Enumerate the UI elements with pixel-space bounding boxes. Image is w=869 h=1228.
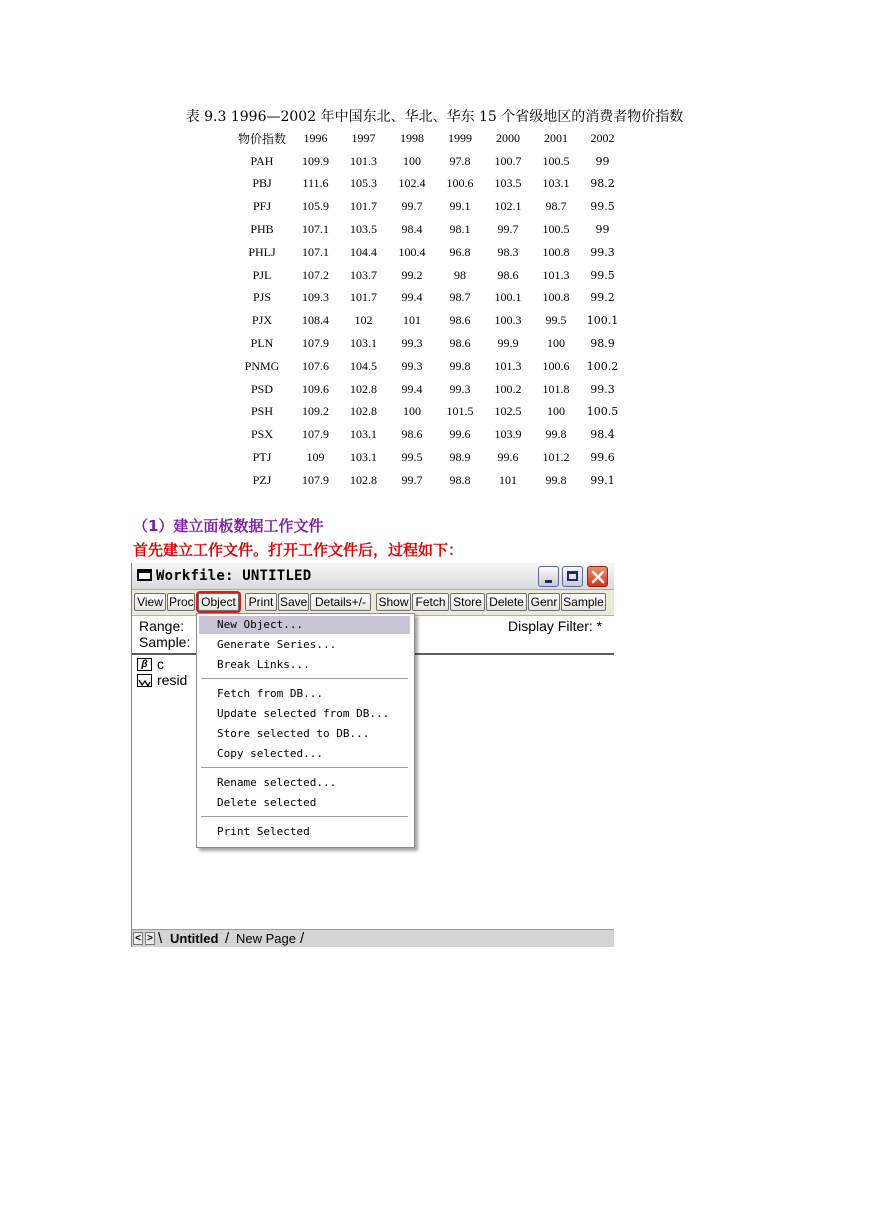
table-row — [232, 264, 625, 287]
header-cell: 2001 — [544, 130, 568, 145]
table-cell: 104.5 — [350, 358, 377, 373]
table-row — [232, 332, 625, 355]
table-cell: 98 — [454, 267, 466, 282]
menu-item-print-selected[interactable]: Print Selected — [217, 825, 310, 838]
table-cell: 99.4 — [401, 381, 423, 396]
table-cell: 102.5 — [494, 404, 522, 419]
table-cell: 107.9 — [302, 336, 329, 351]
table-row — [232, 150, 625, 173]
table-cell: 101 — [403, 313, 421, 328]
table-cell: 99.3 — [590, 245, 615, 259]
title-bar[interactable] — [132, 563, 614, 590]
table-cell: 100.7 — [494, 153, 522, 168]
window-icon — [137, 569, 152, 581]
table-cell: 99.7 — [401, 472, 423, 487]
table-cell: 100.5 — [542, 153, 570, 168]
header-cell: 2000 — [496, 130, 520, 145]
table-cell: 99.6 — [590, 451, 615, 465]
table-row — [232, 218, 625, 241]
table-cell: 98.9 — [449, 450, 471, 465]
table-caption: 表 9.3 1996—2002 年中国东北、华北、华东 15 个省级地区的消费者物价指数 — [185, 109, 684, 125]
window-title: Workfile: UNTITLED — [156, 568, 312, 584]
table-cell: 107.2 — [302, 267, 329, 282]
table-row — [232, 287, 625, 310]
table-cell: 101 — [499, 472, 517, 487]
table-cell: 98.8 — [449, 472, 471, 487]
table-cell: 98.9 — [590, 337, 615, 351]
table-row — [232, 309, 625, 332]
view-button[interactable]: View — [134, 593, 166, 611]
tab-divider: \ — [158, 930, 163, 947]
menu-item-delete-selected[interactable]: Delete selected — [217, 796, 317, 809]
tab-divider: / — [300, 930, 305, 947]
header-cell: 1997 — [351, 130, 376, 145]
object-menu — [196, 613, 415, 848]
show-button[interactable]: Show — [376, 593, 411, 611]
row-label-cell: PBJ — [252, 176, 272, 191]
range-label[interactable]: Range: — [139, 618, 185, 634]
table-cell: 101.3 — [350, 153, 377, 168]
fetch-button[interactable]: Fetch — [412, 593, 449, 611]
row-label-cell: PHLJ — [248, 244, 276, 259]
table-cell: 103.1 — [350, 427, 377, 442]
table-cell: 102.4 — [398, 176, 426, 191]
table-cell: 99.5 — [545, 313, 567, 328]
table-cell: 103.1 — [350, 336, 377, 351]
table-cell: 99.9 — [497, 336, 519, 351]
table-cell: 98.2 — [590, 177, 615, 191]
table-cell: 103.1 — [542, 176, 570, 191]
table-row — [232, 446, 625, 469]
table-cell: 103.1 — [350, 450, 377, 465]
table-cell: 96.8 — [449, 244, 471, 259]
table-cell: 101.8 — [542, 381, 570, 396]
table-row — [232, 469, 625, 492]
table-cell: 99.3 — [590, 382, 615, 396]
display-filter[interactable]: Display Filter: * — [508, 618, 603, 634]
table-cell: 99.8 — [449, 358, 471, 373]
row-label-cell: PNMG — [244, 358, 280, 373]
table-cell: 100.4 — [398, 244, 426, 259]
table-cell: 103.7 — [350, 267, 377, 282]
menu-separator — [201, 816, 408, 818]
row-label-cell: PZJ — [252, 472, 272, 487]
table-cell: 107.1 — [302, 222, 329, 237]
tab-next-button[interactable]: > — [145, 932, 155, 945]
menu-item-fetch-from-db[interactable]: Fetch from DB... — [217, 687, 323, 700]
header-cell: 2002 — [590, 130, 615, 145]
genr-button[interactable]: Genr — [528, 593, 560, 611]
object-name: c — [157, 656, 164, 672]
table-cell: 102.8 — [350, 472, 377, 487]
table-cell: 98.4 — [590, 428, 615, 442]
table-cell: 98.7 — [449, 290, 471, 305]
table-cell: 109.9 — [302, 153, 329, 168]
table-cell: 104.4 — [350, 244, 377, 259]
table-row — [232, 355, 625, 378]
table-cell: 102.1 — [494, 199, 522, 214]
menu-item-update-from-db[interactable]: Update selected from DB... — [217, 707, 390, 720]
table-cell: 99.3 — [449, 381, 471, 396]
table-cell: 99.1 — [590, 473, 615, 487]
tab-untitled[interactable]: Untitled — [170, 931, 219, 946]
table-cell: 103.9 — [494, 427, 522, 442]
coefficient-icon: β — [137, 658, 152, 671]
table-row — [232, 195, 625, 218]
table-cell: 101.5 — [446, 404, 474, 419]
table-cell: 100.2 — [494, 381, 522, 396]
table-cell: 99.7 — [401, 199, 423, 214]
store-button[interactable]: Store — [450, 593, 485, 611]
menu-item-rename-selected[interactable]: Rename selected... — [217, 776, 337, 789]
table-cell: 109.2 — [302, 404, 329, 419]
table-cell: 99.8 — [545, 427, 567, 442]
row-label-cell: PFJ — [252, 199, 272, 214]
menu-separator — [201, 678, 408, 680]
table-cell: 97.8 — [449, 153, 471, 168]
table-cell: 99.7 — [497, 222, 519, 237]
table-cell: 99 — [595, 223, 610, 237]
table-row — [232, 401, 625, 424]
instruction-text: 首先建立工作文件。打开工作文件后，过程如下： — [133, 541, 464, 559]
table-cell: 99.5 — [590, 268, 615, 282]
table-cell: 100.5 — [542, 222, 570, 237]
table-row — [232, 423, 625, 446]
delete-button[interactable]: Delete — [486, 593, 527, 611]
menu-item-break-links[interactable]: Break Links... — [217, 658, 310, 671]
table-cell: 100.2 — [586, 359, 619, 373]
row-label-cell: PTJ — [252, 450, 272, 465]
table-cell: 98.6 — [401, 427, 423, 442]
save-button[interactable]: Save — [280, 595, 308, 609]
header-cell: 1999 — [448, 130, 472, 145]
table-cell: 101.3 — [542, 267, 570, 282]
table-cell: 100.8 — [542, 290, 570, 305]
close-button[interactable] — [587, 566, 608, 587]
table-cell: 98.6 — [449, 336, 471, 351]
table-cell: 100.8 — [542, 244, 570, 259]
table-cell: 103.5 — [494, 176, 522, 191]
close-icon — [591, 570, 605, 584]
table-cell: 99.2 — [590, 291, 615, 305]
table-row — [232, 378, 625, 401]
table-cell: 105.3 — [350, 176, 377, 191]
table-cell: 109.3 — [302, 290, 329, 305]
row-label-cell: PSX — [250, 427, 273, 442]
row-label-cell: PJX — [251, 313, 272, 328]
table-cell: 98.4 — [401, 222, 423, 237]
proc-button[interactable]: Proc — [169, 595, 194, 609]
tab-prev-button[interactable]: < — [133, 932, 143, 945]
table-cell: 109 — [306, 450, 325, 465]
table-cell: 102.8 — [350, 381, 377, 396]
table-cell: 98.3 — [497, 244, 519, 259]
row-label-cell: PSD — [250, 381, 273, 396]
sample-button[interactable]: Sample — [561, 593, 606, 611]
table-cell: 103.5 — [350, 222, 377, 237]
table-cell: 99.4 — [401, 290, 423, 305]
table-cell: 102 — [354, 313, 373, 328]
details-button[interactable]: Details+/- — [310, 593, 371, 611]
table-cell: 98.6 — [497, 267, 519, 282]
row-label-cell: PAH — [250, 153, 274, 168]
maximize-button[interactable] — [562, 566, 583, 587]
row-label-cell: PSH — [250, 404, 273, 419]
table-cell: 100.1 — [586, 314, 619, 328]
table-cell: 107.9 — [302, 472, 329, 487]
table-cell: 100.6 — [446, 176, 474, 191]
table-cell: 99.6 — [449, 427, 471, 442]
table-cell: 107.1 — [302, 244, 329, 259]
tab-divider: / — [225, 930, 230, 947]
table-cell: 100 — [547, 336, 565, 351]
tab-new-page[interactable]: New Page — [236, 931, 296, 946]
table-cell: 99.6 — [497, 450, 519, 465]
table-header-row — [232, 127, 625, 150]
table-cell: 98.7 — [545, 199, 567, 214]
header-cell: 物价指数 — [237, 131, 286, 146]
table-cell: 99.3 — [401, 336, 423, 351]
menu-item-new-object[interactable]: New Object... — [199, 616, 410, 634]
page-tabs — [132, 929, 614, 947]
table-cell: 98.6 — [449, 313, 471, 328]
row-label-cell: PHB — [250, 222, 274, 237]
print-button[interactable]: Print — [245, 593, 277, 611]
table-cell: 109.6 — [302, 381, 329, 396]
table-cell: 99.2 — [401, 267, 423, 282]
menu-separator — [201, 767, 408, 769]
table-cell: 100.1 — [494, 290, 522, 305]
table-cell: 101.2 — [542, 450, 570, 465]
cpi-table — [232, 127, 625, 492]
table-cell: 105.9 — [302, 199, 329, 214]
object-name: resid — [157, 672, 188, 688]
header-cell: 1996 — [303, 130, 328, 145]
table-cell: 101.7 — [350, 290, 377, 305]
menu-item-generate-series[interactable]: Generate Series... — [217, 638, 337, 651]
table-row — [232, 173, 625, 196]
table-cell: 101.3 — [494, 358, 522, 373]
table-cell: 111.6 — [302, 176, 329, 191]
table-cell: 100.5 — [586, 405, 619, 419]
header-cell: 1998 — [400, 130, 424, 145]
sample-label[interactable]: Sample: — [139, 634, 191, 650]
table-row — [232, 241, 625, 264]
table-cell: 100.6 — [542, 358, 570, 373]
table-cell: 107.6 — [302, 358, 329, 373]
table-cell: 108.4 — [302, 313, 329, 328]
minimize-button[interactable] — [538, 566, 559, 587]
table-cell: 107.9 — [302, 427, 329, 442]
table-cell: 99.1 — [449, 199, 471, 214]
table-cell: 101.7 — [350, 199, 377, 214]
row-label-cell: PJL — [252, 267, 272, 282]
row-label-cell: PJS — [252, 290, 272, 305]
object-button[interactable]: Object — [198, 593, 239, 611]
menu-item-store-to-db[interactable]: Store selected to DB... — [217, 727, 370, 740]
row-label-cell: PLN — [250, 336, 274, 351]
table-cell: 100.3 — [494, 313, 522, 328]
table-cell: 99.5 — [401, 450, 423, 465]
section-heading: （1）建立面板数据工作文件 — [133, 517, 324, 535]
series-icon — [137, 674, 152, 687]
menu-item-copy-selected[interactable]: Copy selected... — [217, 747, 323, 760]
table-cell: 99.8 — [545, 472, 567, 487]
table-cell: 99.5 — [590, 200, 615, 214]
table-cell: 98.1 — [449, 222, 471, 237]
table-cell: 100 — [547, 404, 565, 419]
table-cell: 100 — [403, 153, 421, 168]
table-cell: 99 — [595, 154, 610, 168]
table-cell: 100 — [403, 404, 421, 419]
table-cell: 102.8 — [350, 404, 377, 419]
table-cell: 99.3 — [401, 358, 423, 373]
